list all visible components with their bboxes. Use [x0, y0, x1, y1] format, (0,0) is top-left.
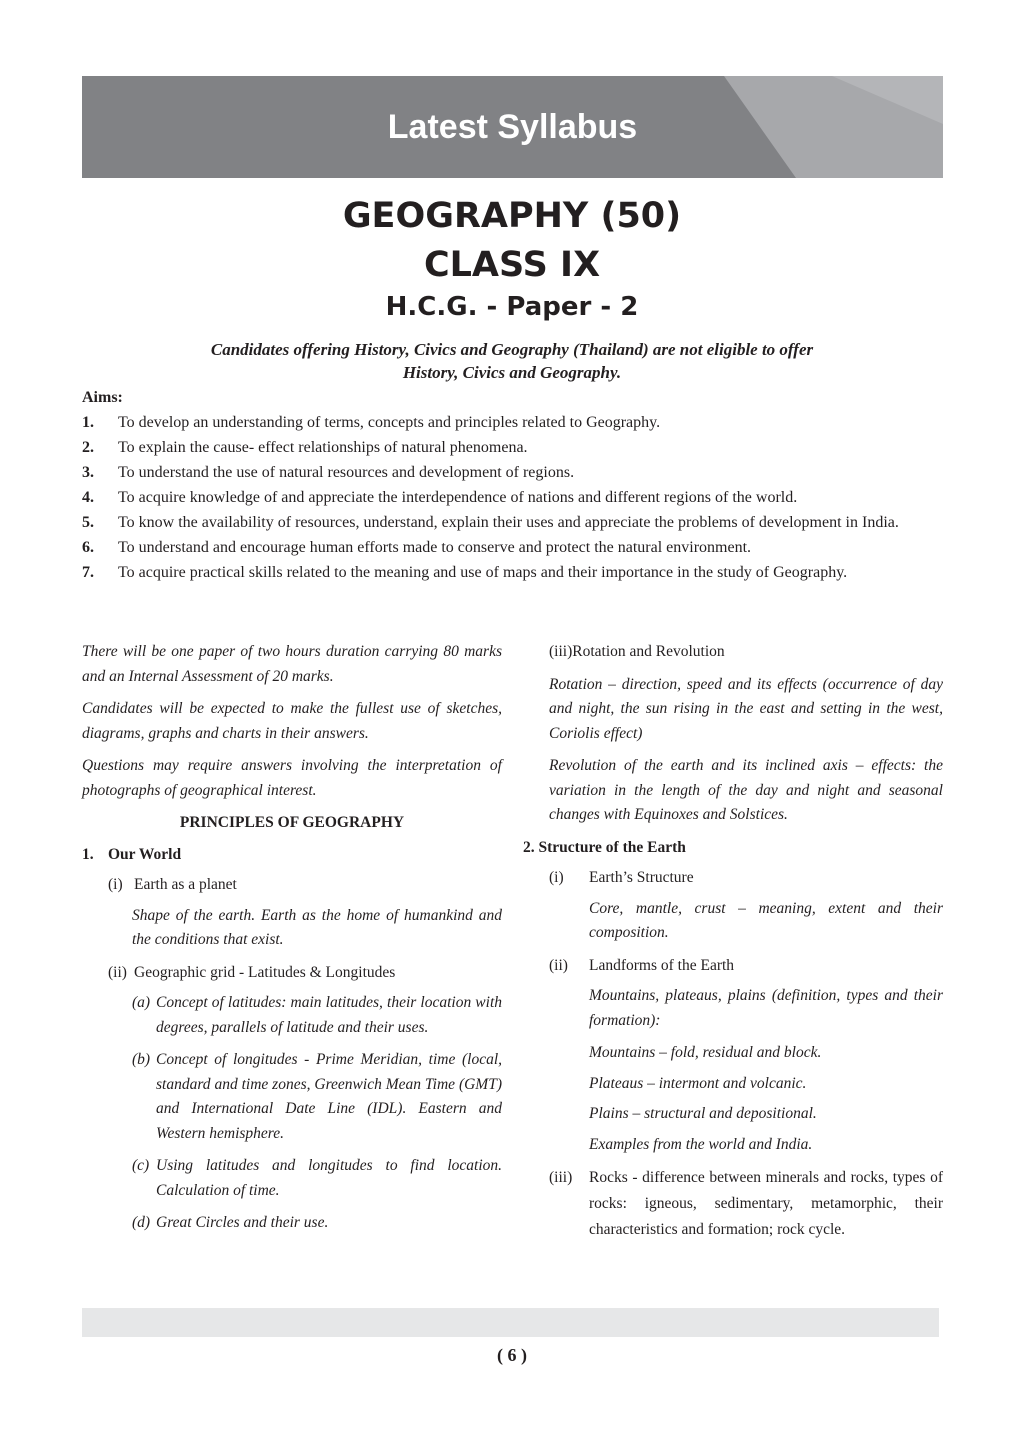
aim-item: [82, 535, 944, 560]
subtopic-description: Mountains, plateaus, plains (definition, types and their formation):: [589, 987, 943, 1029]
aim-number: 4.: [82, 489, 94, 506]
subpoint-text: Using latitudes and longitudes to find location. Calculation of time.: [156, 1157, 502, 1199]
subtopic-label: (i): [108, 876, 123, 893]
aim-text: To understand the use of natural resources and development of regions.: [118, 464, 575, 481]
paper-title: H.C.G. - Paper - 2: [385, 292, 639, 322]
header-banner: [82, 76, 943, 178]
page-number: ( 6 ): [497, 1345, 527, 1365]
aim-text: To know the availability of resources, understand, explain their uses and appreciate the problems of development in India.: [118, 514, 899, 531]
subtopic-heading: [108, 873, 502, 898]
aim-item: [82, 460, 944, 485]
right-column: [523, 640, 943, 1249]
aim-text: To acquire practical skills related to the meaning and use of maps and their importance in the study of Geography.: [118, 564, 848, 581]
subtopic-title: Rotation and Revolution: [572, 643, 725, 660]
section-heading: PRINCIPLES OF GEOGRAPHY: [179, 814, 405, 831]
subtopic-title: Earth’s Structure: [589, 869, 694, 886]
unit-number: 1.: [82, 845, 94, 863]
subtopic-title: Geographic grid - Latitudes & Longitudes: [134, 963, 396, 981]
subpoint-label: (d): [132, 1214, 151, 1231]
subpoint: [132, 1211, 502, 1236]
aim-number: 2.: [82, 439, 94, 456]
intro-paragraph: Questions may require answers involving the interpretation of photographs of geographical interest.: [82, 757, 502, 799]
aim-number: 6.: [82, 539, 94, 556]
aim-number: 5.: [82, 514, 94, 531]
subpoint-text: Great Circles and their use.: [156, 1214, 329, 1231]
aims-label: Aims:: [82, 389, 123, 406]
aim-text: To understand and encourage human efforts made to conserve and protect the natural environment.: [118, 539, 752, 556]
aim-number: 3.: [82, 464, 94, 481]
subtopic-title: Landforms of the Earth: [589, 956, 735, 974]
subtopic-heading: [549, 1165, 943, 1243]
subtopic-label: (iii): [549, 643, 573, 660]
unit-title: Our World: [108, 845, 182, 863]
subtopic-heading: [549, 866, 943, 891]
aim-item: [82, 560, 944, 585]
left-column: [82, 640, 502, 1244]
intro-paragraph: There will be one paper of two hours duration carrying 80 marks and an Internal Assessment of 20 marks.: [82, 643, 502, 685]
eligibility-note-line: History, Civics and Geography.: [402, 363, 622, 382]
subpoint-label: (a): [132, 994, 151, 1011]
intro-paragraph: Candidates will be expected to make the fullest use of sketches, diagrams, graphs and charts in their answers.: [82, 700, 502, 742]
aim-item: [82, 485, 944, 510]
unit-heading: 2. Structure of the Earth: [523, 838, 686, 856]
subtopic-heading: [549, 640, 943, 665]
aim-item: [82, 410, 944, 435]
aim-number: 1.: [82, 414, 94, 431]
subtopic-description: Examples from the world and India.: [589, 1135, 813, 1153]
eligibility-note-line: Candidates offering History, Civics and Geography (Thailand) are not eligible to offer: [210, 340, 814, 359]
subtopic-label: (i): [549, 869, 564, 886]
eligibility-note: [82, 338, 942, 384]
aim-text: To explain the cause- effect relationships of natural phenomena.: [118, 439, 528, 456]
subtopic-label: (ii): [108, 963, 127, 981]
subpoint-text: Concept of longitudes - Prime Meridian, time (local, standard and time zones, Greenwich Mean Time (GMT) and International Date Line (IDL). Eastern and Western hemisphere.: [156, 1051, 502, 1142]
aim-text: To acquire knowledge of and appreciate the interdependence of nations and different regions of the world.: [118, 489, 798, 506]
class-title: CLASS IX: [423, 245, 601, 285]
subpoint: [132, 991, 502, 1040]
subtopic-description: Rotation – direction, speed and its effects (occurrence of day and night, the sun rising in the east and setting in the west, Coriolis effect): [549, 675, 943, 742]
subpoint-label: (c): [132, 1157, 150, 1174]
footer-bar: [82, 1308, 939, 1337]
subtopic-description: Plains – structural and depositional.: [589, 1105, 817, 1122]
subtopic-label: (ii): [549, 956, 568, 974]
aim-item: [82, 435, 944, 460]
aim-number: 7.: [82, 564, 94, 581]
aim-item: [82, 510, 944, 535]
aims-section: [82, 385, 944, 585]
subtopic-heading: [549, 954, 943, 979]
subtopic-description: Mountains – fold, residual and block.: [589, 1044, 822, 1061]
subtopic-description: Plateaus – intermont and volcanic.: [589, 1074, 807, 1092]
subtopic-description: Revolution of the earth and its inclined axis – effects: the variation in the length of the day and night and seasonal changes with Equinoxes and Solstices.: [549, 757, 943, 823]
subpoint-label: (b): [132, 1051, 151, 1068]
subpoint: [132, 1154, 502, 1203]
banner-title: Latest Syllabus: [387, 107, 638, 146]
subtopic-description: Shape of the earth. Earth as the home of humankind and the conditions that exist.: [132, 906, 502, 948]
subtopic-label: (iii): [549, 1169, 573, 1186]
subtopic-heading: [108, 961, 502, 986]
aim-text: To develop an understanding of terms, concepts and principles related to Geography.: [118, 414, 661, 431]
subject-title: GEOGRAPHY (50): [342, 196, 682, 236]
subtopic-text: Rocks - difference between minerals and rocks, types of rocks: igneous, sedimentary, metamorphic, their characteristics and formation; rock cycle.: [589, 1169, 943, 1238]
subtopic-title: Earth as a planet: [134, 876, 237, 893]
unit-heading: [82, 843, 502, 868]
subtopic-description: Core, mantle, crust – meaning, extent and their composition.: [589, 899, 943, 941]
subpoint-text: Concept of latitudes: main latitudes, their location with degrees, parallels of latitude and their uses.: [156, 994, 502, 1036]
subpoint: [132, 1048, 502, 1146]
